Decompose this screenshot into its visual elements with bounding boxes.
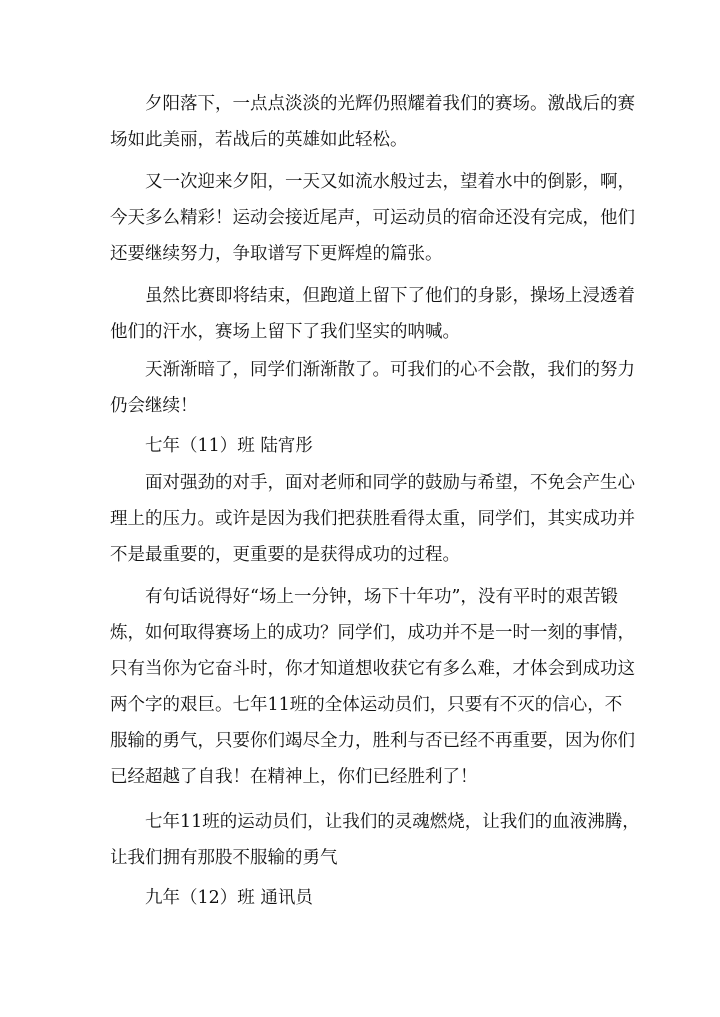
text-line: 两个字的艰巨。七年11班的全体运动员们，只要有不灭的信心，不 <box>110 695 623 715</box>
text-line: 虽然比赛即将结束，但跑道上留下了他们的身影，操场上浸透着 <box>145 286 635 306</box>
text-line: 场如此美丽，若战后的英雄如此轻松。 <box>110 130 408 150</box>
text-line: 有句话说得好“场上一分钟，场下十年功”，没有平时的艰苦锻 <box>145 587 618 607</box>
text-line: 夕阳落下，一点点淡淡的光辉仍照耀着我们的赛场。激战后的赛 <box>145 94 635 114</box>
text-line: 他们的汗水，赛场上留下了我们坚实的呐喊。 <box>110 322 460 342</box>
byline <box>110 880 610 916</box>
text-line: 天渐渐暗了，同学们渐渐散了。可我们的心不会散，我们的努力 <box>145 360 635 380</box>
text-line: 七年（11）班 陆宵彤 <box>145 436 313 456</box>
paragraph <box>110 465 635 573</box>
paragraph <box>110 86 635 158</box>
text-line: 还要继续努力，争取谱写下更辉煌的篇张。 <box>110 244 443 264</box>
paragraph <box>110 278 635 350</box>
paragraph <box>110 164 635 272</box>
paragraph <box>110 352 635 424</box>
text-line: 仍会继续！ <box>110 396 198 416</box>
text-line: 理上的压力。或许是因为我们把获胜看得太重，同学们，其实成功并 <box>110 509 635 529</box>
paragraph <box>110 579 635 795</box>
text-line: 又一次迎来夕阳，一天又如流水般过去，望着水中的倒影，啊， <box>145 172 635 192</box>
paragraph <box>110 804 640 876</box>
text-line: 服输的勇气，只要你们竭尽全力，胜利与否已经不再重要，因为你们 <box>110 731 635 751</box>
byline <box>110 428 610 464</box>
text-line: 九年（12）班 通讯员 <box>145 888 313 908</box>
text-line: 今天多么精彩！运动会接近尾声，可运动员的宿命还没有完成，他们 <box>110 208 635 228</box>
text-line: 让我们拥有那股不服输的勇气 <box>110 848 338 868</box>
text-line: 七年11班的运动员们，让我们的灵魂燃烧，让我们的血液沸腾， <box>145 812 640 832</box>
text-line: 面对强劲的对手，面对老师和同学的鼓励与希望，不免会产生心 <box>145 473 635 493</box>
text-line: 只有当你为它奋斗时，你才知道想收获它有多么难，才体会到成功这 <box>110 659 635 679</box>
text-line: 不是最重要的，更重要的是获得成功的过程。 <box>110 545 460 565</box>
text-line: 已经超越了自我！在精神上，你们已经胜利了！ <box>110 767 478 787</box>
text-line: 炼，如何取得赛场上的成功？同学们，成功并不是一时一刻的事情， <box>110 623 635 643</box>
